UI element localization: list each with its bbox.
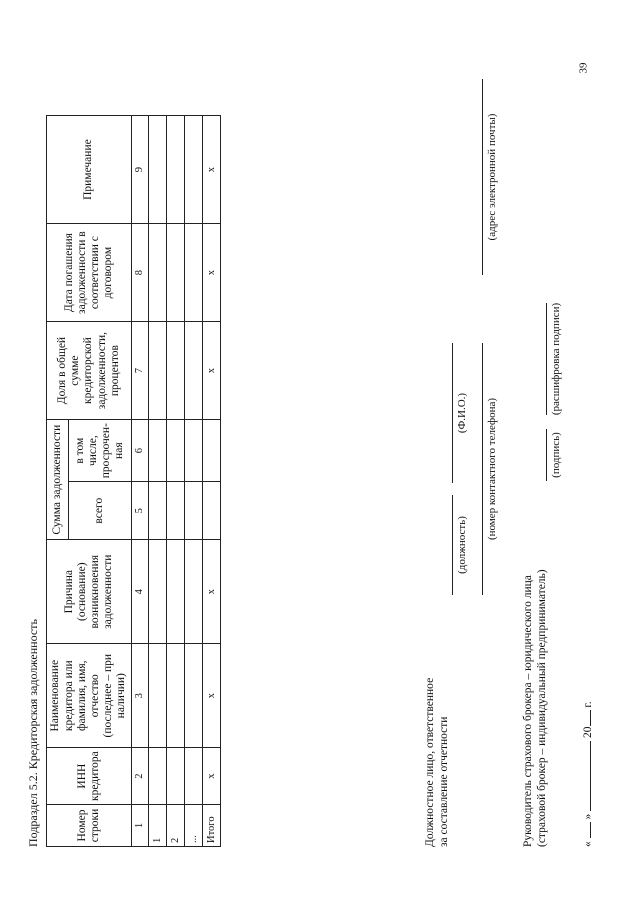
header-debt-total: всего [69,482,132,540]
table-cell: x [203,644,221,748]
table-cell [149,540,167,644]
email-caption: (адрес электронной почты) [486,113,498,241]
header-row-number: Номер строки [47,805,132,847]
column-number: 3 [132,644,149,748]
table-cell [149,482,167,540]
table-cell [149,420,167,482]
table-cell [167,420,185,482]
table-cell: x [203,116,221,224]
column-number: 4 [132,540,149,644]
column-number: 5 [132,482,149,540]
table-cell [167,322,185,420]
column-number: 2 [132,748,149,805]
table-cell [167,116,185,224]
date-year-suffix: г. [582,701,594,708]
page-number: 39 [577,62,590,74]
table-cell [185,644,203,748]
column-numbers-row [132,116,149,847]
table-cell: x [203,748,221,805]
table-cell: x [203,540,221,644]
table-cell [185,224,203,322]
head-label [522,569,550,847]
email-line [482,79,483,275]
table-row [149,116,167,847]
table-cell: x [203,322,221,420]
phone-caption: (номер контактного телефона) [486,397,498,541]
header-note: Примечание [47,116,132,224]
header-inn: ИНН кредитора [47,748,132,805]
date-year-prefix: 20 [582,726,594,738]
fio-caption: (Ф.И.О.) [456,392,468,434]
table-cell: ... [185,805,203,847]
day-blank [590,822,591,838]
table-cell [185,748,203,805]
year-blank [590,711,591,727]
table-cell [149,644,167,748]
responsible-label-line-2: за составление отчетности [437,716,450,847]
table-row [185,116,203,847]
table-cell [167,540,185,644]
signature-decoding-line [546,303,547,415]
signature-line [546,429,547,481]
table-cell [185,420,203,482]
table-cell [203,482,221,540]
month-blank [590,741,591,811]
header-reason: Причина (основание) возникновения задолженности [47,540,132,644]
rotated-page-content [20,37,620,867]
responsible-label-line-1: Должностное лицо, ответственное [424,677,436,847]
table-cell: Итого [203,805,221,847]
section-title: Подраздел 5.2. Кредиторская задолженность [26,619,40,847]
table-cell [167,224,185,322]
signature-decoding-caption: (расшифровка подписи) [550,302,562,416]
fio-line [452,343,453,483]
table-cell [185,482,203,540]
table-cell: 1 [149,805,167,847]
table-cell [185,322,203,420]
header-debt-overdue: в том числе, просрочен-ная [69,420,132,482]
table-cell [149,224,167,322]
column-number: 8 [132,224,149,322]
date-field [582,701,596,847]
column-number: 9 [132,116,149,224]
header-creditor-name: Наименование кредитора или фамилия, имя, отчество (последнее – при наличии) [47,644,132,748]
table-cell [185,116,203,224]
header-share: Доля в общей сумме кредиторской задолженности, процентов [47,322,132,420]
responsible-person-label [424,678,452,847]
head-label-line-2: (страховой брокер – индивидуальный предприниматель) [535,569,548,847]
signature-caption: (подпись) [550,432,562,478]
creditor-debt-table [46,115,221,847]
table-cell [149,748,167,805]
table-cell [167,748,185,805]
date-close-quote: » [582,813,594,820]
table-cell [167,644,185,748]
total-row [203,116,221,847]
table-row [167,116,185,847]
date-open-quote: « [582,841,594,847]
table-cell [149,116,167,224]
position-caption: (должность) [456,516,468,574]
column-number: 7 [132,322,149,420]
header-debt-sum: Сумма задолженности [47,420,69,540]
header-repayment-date: Дата погашения задолженности в соответствии с договором [47,224,132,322]
table-cell: 2 [167,805,185,847]
head-label-line-1: Руководитель страхового брокера – юридического лица [522,575,534,847]
position-line [452,495,453,595]
table-cell: x [203,224,221,322]
phone-line [482,343,483,595]
table-cell [185,540,203,644]
table-cell [167,482,185,540]
table-cell [149,322,167,420]
column-number: 6 [132,420,149,482]
table-cell [203,420,221,482]
column-number: 1 [132,805,149,847]
